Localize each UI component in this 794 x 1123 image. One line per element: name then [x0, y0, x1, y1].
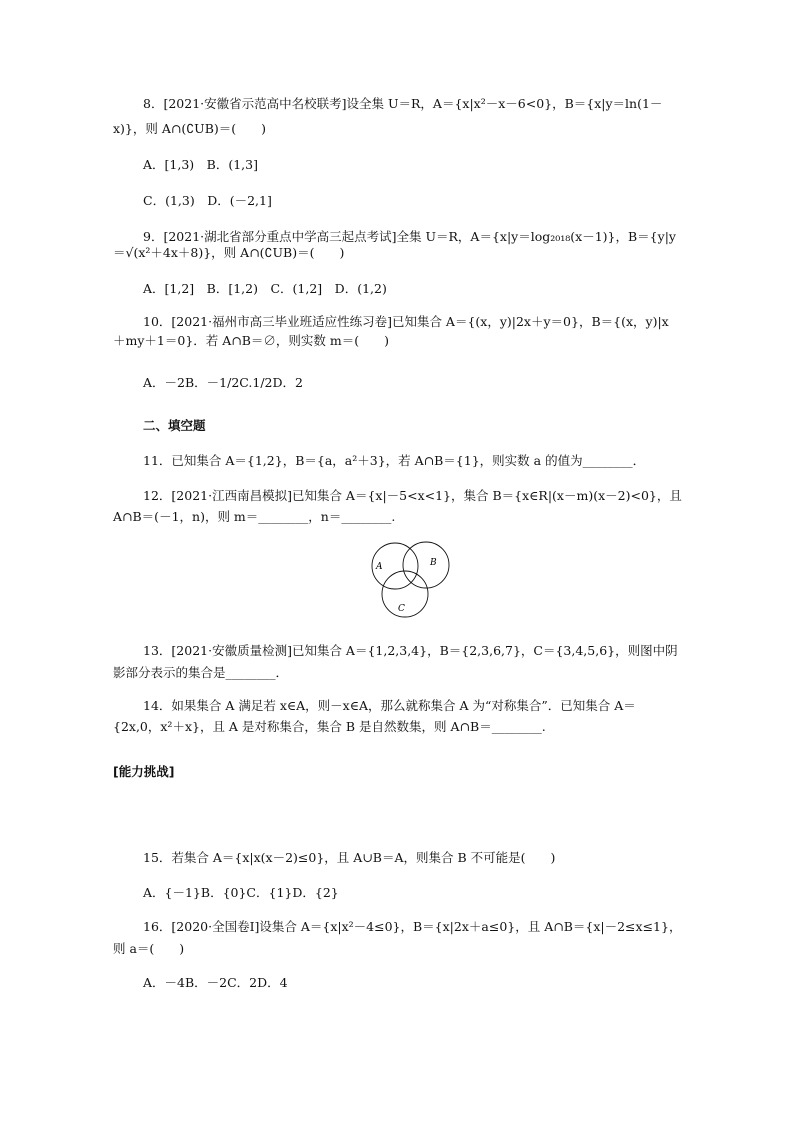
q8-options-cd: C．(1,3) D．(－2,1]: [143, 193, 272, 208]
q10-stem-line2: ＋my＋1＝0}．若 A∩B＝∅，则实数 m＝( ): [113, 333, 390, 348]
section-fill-in-blank: 二、填空题: [143, 418, 206, 433]
q14-stem-line2: {2x,0，x²＋x}，且 A 是对称集合，集合 B 是自然数集，则 A∩B＝________.: [113, 719, 546, 734]
q11-stem: 11．已知集合 A＝{1,2}，B＝{a，a²＋3}，若 A∩B＝{1}，则实数 a 的值为________．: [143, 453, 646, 468]
venn-label-b: B: [430, 558, 437, 568]
q13-stem-line1: 13．[2021·安徽质量检测]已知集合 A＝{1,2,3,4}，B＝{2,3,6,7}，C＝{3,4,5,6}，则图中阴: [143, 643, 678, 658]
q16-options: A．－4B．－2C．2D．4: [143, 975, 288, 990]
q15-stem: 15．若集合 A＝{x|x(x－2)≤0}，且 A∪B＝A，则集合 B 不可能是( ): [143, 850, 556, 865]
venn-label-c: C: [398, 604, 405, 614]
q8-options-ab: A．[1,3) B．(1,3]: [143, 157, 258, 172]
venn-diagram: [358, 540, 458, 620]
q10-stem-line1: 10．[2021·福州市高三毕业班适应性练习卷]已知集合 A＝{(x，y)|2x＋y＝0}，B＝{(x，y)|x: [143, 314, 669, 329]
q13-stem-line2: 影部分表示的集合是________．: [113, 665, 289, 680]
q15-options: A．{－1}B．{0}C．{1}D．{2}: [143, 885, 339, 900]
venn-circle-c: [382, 571, 428, 617]
q14-stem-line1: 14．如果集合 A 满足若 x∈A，则－x∈A，那么就称集合 A 为“对称集合”．已知集合 A＝: [143, 698, 636, 713]
q10-options: A．－2B．－1/2C.1/2D．2: [143, 375, 303, 390]
q12-stem-line1: 12．[2021·江西南昌模拟]已知集合 A＝{x|－5<x<1}，集合 B＝{x∈R|(x－m)(x－2)<0}，且: [143, 488, 682, 503]
venn-label-a: A: [376, 562, 383, 572]
q9-options: A．[1,2] B．[1,2) C．(1,2] D．(1,2): [143, 281, 387, 296]
venn-circle-b: [403, 542, 449, 588]
q9-stem-line1: 9．[2021·湖北省部分重点中学高三起点考试]全集 U＝R，A＝{x|y＝log₂₀₁₈(x－1)}，B＝{y|y: [143, 229, 676, 244]
q16-stem-line1: 16．[2020·全国卷Ⅰ]设集合 A＝{x|x²－4≤0}，B＝{x|2x＋a≤0}，且 A∩B＝{x|－2≤x≤1}，: [143, 919, 682, 934]
q8-stem-line1: 8．[2021·安徽省示范高中名校联考]设全集 U＝R，A＝{x|x²－x－6<0}，B＝{x|y＝ln(1－: [143, 96, 663, 111]
q9-stem-line2: ＝√(x²＋4x＋8)}，则 A∩(∁UB)＝( ): [113, 245, 345, 260]
heading-ability-challenge: [能力挑战]: [113, 764, 175, 779]
q16-stem-line2: 则 a＝( ): [113, 941, 185, 956]
q12-stem-line2: A∩B＝(－1，n)，则 m＝________，n＝________.: [113, 509, 396, 524]
q8-stem-line2: x)}，则 A∩(∁UB)＝( ): [113, 121, 267, 136]
